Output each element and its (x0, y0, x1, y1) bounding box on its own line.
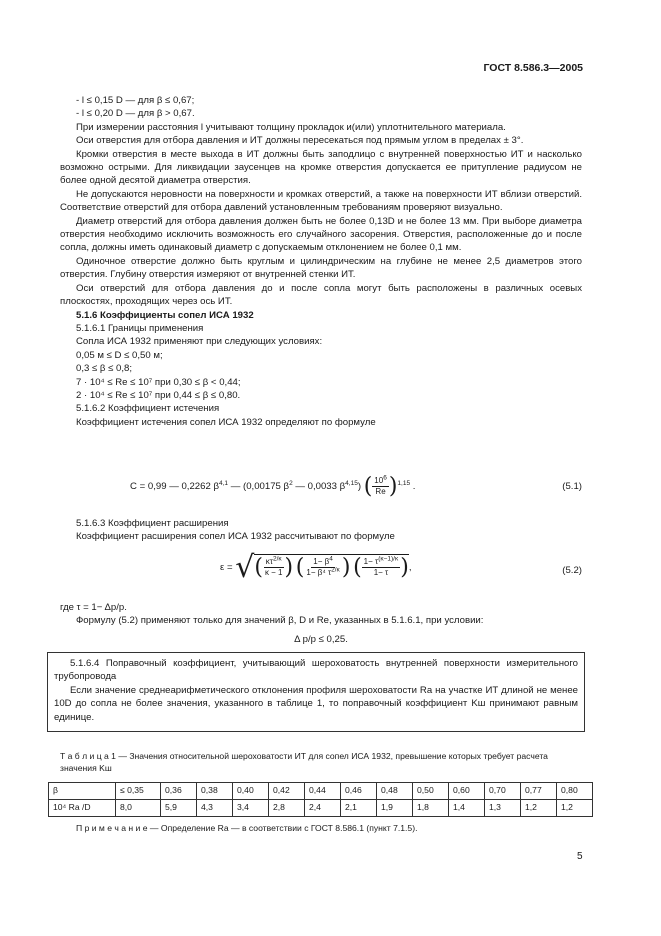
table-cell: 0,60 (449, 783, 485, 800)
page-number: 5 (577, 851, 583, 862)
formula-exp: 4 (329, 555, 333, 563)
paragraph: Формулу (5.2) применяют только для значений β, D и Re, указанных в 5.1.6.1, при условии: (76, 615, 484, 627)
table-cell: 2,4 (305, 800, 341, 817)
table-cell: 0,77 (521, 783, 557, 800)
subsection-heading: 5.1.6.1 Границы применения (76, 322, 204, 334)
formula-part: Re (375, 487, 386, 496)
paragraph: Оси отверстия для отбора давления и ИТ должны пересекаться под прямым углом в пределах ± 3°. (76, 135, 524, 147)
table-caption: Т а б л и ц а 1 — Значения относительной шероховатости ИТ для сопел ИСА 1932, превышение которых требует расчета значения Kш (60, 751, 548, 773)
formula-fraction (304, 557, 341, 578)
sqrt-body (254, 554, 408, 578)
table-cell: 0,44 (305, 783, 341, 800)
formula-part: 1− τ (363, 557, 379, 566)
text-block-3 (60, 601, 582, 646)
table-cell: 5,9 (161, 800, 197, 817)
table-cell: β (49, 783, 116, 800)
table-cell: 0,46 (341, 783, 377, 800)
sqrt-icon: √ (235, 549, 255, 585)
condition: 2 · 10⁴ ≤ Re ≤ 10⁷ при 0,44 ≤ β ≤ 0,80. (76, 389, 241, 401)
condition: 7 · 10⁴ ≤ Re ≤ 10⁷ при 0,30 ≤ β < 0,44; (76, 376, 241, 388)
formula-part: , (408, 562, 412, 574)
formula-part: κτ (265, 557, 273, 566)
formula-discharge (130, 473, 416, 499)
formula-part: 1− β⁴ τ (306, 568, 332, 577)
formula-exp: 2 (289, 479, 293, 487)
equation-number: (5.2) (562, 565, 582, 576)
formula-part: 1− τ (373, 568, 389, 577)
table-note: П р и м е ч а н и е — Определение Ra — в соответствии с ГОСТ 8.586.1 (пункт 7.1.5). (76, 823, 418, 833)
table-cell: 1,4 (449, 800, 485, 817)
equation-5-2 (60, 548, 582, 594)
table-cell: 0,50 (413, 783, 449, 800)
text-block-2 (60, 517, 582, 544)
roughness-table (48, 782, 593, 817)
paragraph: Коэффициент расширения сопел ИСА 1932 рассчитывают по формуле (76, 531, 395, 543)
paren-left: ( (254, 554, 263, 580)
paragraph: Оси отверстий для отбора давления до и после сопла могут быть расположены в различных осевых плоскостях, проходящих через ось ИТ. (60, 282, 582, 308)
formula-fraction (362, 557, 401, 578)
paren-right: ) (341, 554, 351, 580)
main-text (60, 94, 582, 429)
table-cell: 1,2 (557, 800, 593, 817)
formula-exp: 6 (383, 474, 387, 482)
table-row (49, 800, 593, 817)
table-cell: 1,2 (521, 800, 557, 817)
table-cell: 1,8 (413, 800, 449, 817)
doc-header: ГОСТ 8.586.3—2005 (483, 62, 583, 74)
table-cell: 0,48 (377, 783, 413, 800)
table-cell: 4,3 (197, 800, 233, 817)
boxed-section (47, 652, 585, 732)
formula-exp: 1,15 (397, 479, 411, 487)
formula-exp: 4,1 (219, 479, 229, 487)
formula-part: C = 0,99 — 0,2262 (130, 481, 211, 493)
formula-part: κ − 1 (264, 568, 283, 577)
list-item: - l ≤ 0,15 D — для β ≤ 0,67; (76, 95, 195, 106)
table-cell: 0,36 (161, 783, 197, 800)
formula-part: ) (357, 481, 362, 493)
formula-part: β (213, 481, 220, 493)
condition-formula: Δ p/p ≤ 0,25. (294, 633, 348, 645)
formula-expansion (220, 549, 412, 585)
paren-right: ) (388, 473, 398, 499)
subsection-heading: 5.1.6.3 Коэффициент расширения (76, 518, 229, 529)
paragraph: Сопла ИСА 1932 применяют при следующих условиях: (76, 336, 323, 348)
paragraph: Коэффициент истечения сопел ИСА 1932 определяют по формуле (76, 416, 376, 428)
formula-exp: (κ−1)/κ (378, 555, 399, 563)
paragraph: Если значение среднеарифметического отклонения профиля шероховатости Ra на участке ИТ длиной не менее 10D до сопла не более значения, указанного в таблице 1, то поправочный коэффициент Kш принимают равным единице. (54, 684, 578, 723)
formula-exp: 2/κ (331, 566, 340, 574)
paren-left: ( (353, 554, 362, 580)
table-cell: 1,3 (485, 800, 521, 817)
formula-part: ε = (220, 562, 233, 574)
table-cell: 8,0 (116, 800, 161, 817)
table-cell: 10⁴ Ra /D (49, 800, 116, 817)
formula-exp: 4,15 (345, 479, 358, 487)
formula-exp: 2/κ (272, 555, 282, 563)
table-cell: 2,1 (341, 800, 377, 817)
formula-part: — (0,00175 β (230, 481, 290, 493)
paragraph: При измерении расстояния l учитывают толщину прокладок и(или) уплотнительного материала. (76, 121, 506, 133)
table-cell: 0,42 (269, 783, 305, 800)
table-cell: 3,4 (233, 800, 269, 817)
paren-left: ( (295, 554, 305, 580)
section-heading: 5.1.6 Коэффициенты сопел ИСА 1932 (76, 309, 254, 321)
formula-part: 1− β (313, 557, 330, 566)
table-row (49, 783, 593, 800)
paragraph: Кромки отверстия в месте выхода в ИТ должны быть заподлицо с внутренней поверхностью ИТ и насколько возможно острыми. Для ликвидации заусенцев на кромке отверстия допускается ее притупление радиусом не более одной десятой диаметра отверстия. (60, 148, 582, 187)
formula-part: 10 (374, 476, 384, 485)
paren-left: ( (363, 473, 373, 499)
equation-5-1 (60, 470, 582, 504)
paragraph: Не допускаются неровности на поверхности и кромках отверстий, а также на поверхности ИТ вблизи отверстий. Соответствие отверстий для отбора давлений установленным требованиям проверяют визуально. (60, 188, 582, 214)
paren-right: ) (400, 554, 409, 580)
table-cell: 0,80 (557, 783, 593, 800)
table-cell: ≤ 0,35 (116, 783, 161, 800)
table-cell: 2,8 (269, 800, 305, 817)
equation-number: (5.1) (562, 481, 582, 492)
list-item: - l ≤ 0,20 D — для β > 0,67. (76, 108, 195, 120)
subsection-heading: 5.1.6.4 Поправочный коэффициент, учитывающий шероховатость внутренней поверхности измерительного трубопровода (54, 658, 578, 683)
paren-right: ) (284, 554, 294, 580)
subsection-heading: 5.1.6.2 Коэффициент истечения (76, 403, 220, 415)
table-cell: 0,38 (197, 783, 233, 800)
formula-fraction (372, 476, 389, 497)
table-cell: 1,9 (377, 800, 413, 817)
condition: 0,3 ≤ β ≤ 0,8; (76, 363, 133, 375)
formula-part: . (412, 481, 416, 493)
paragraph: Диаметр отверстий для отбора давления должен быть не более 0,13D и не более 13 мм. При выборе диаметра отверстия необходимо исключить возможность его случайного засорения. Отверстия, расположенные до и после сопла, должны иметь одинаковый диаметр с допускаемым отклонением не более 0,1 мм. (60, 215, 582, 254)
formula-fraction (263, 557, 285, 578)
paragraph: Одиночное отверстие должно быть круглым и цилиндрическим на глубине не менее 2,5 диаметров этого отверстия. Глубину отверстия измеряют от внутренней стенки ИТ. (60, 255, 582, 281)
where-clause: где τ = 1− Δp/p. (60, 602, 127, 613)
table-cell: 0,40 (233, 783, 269, 800)
condition: 0,05 м ≤ D ≤ 0,50 м; (76, 349, 163, 361)
table-cell: 0,70 (485, 783, 521, 800)
formula-part: — 0,0033 β (295, 481, 346, 493)
